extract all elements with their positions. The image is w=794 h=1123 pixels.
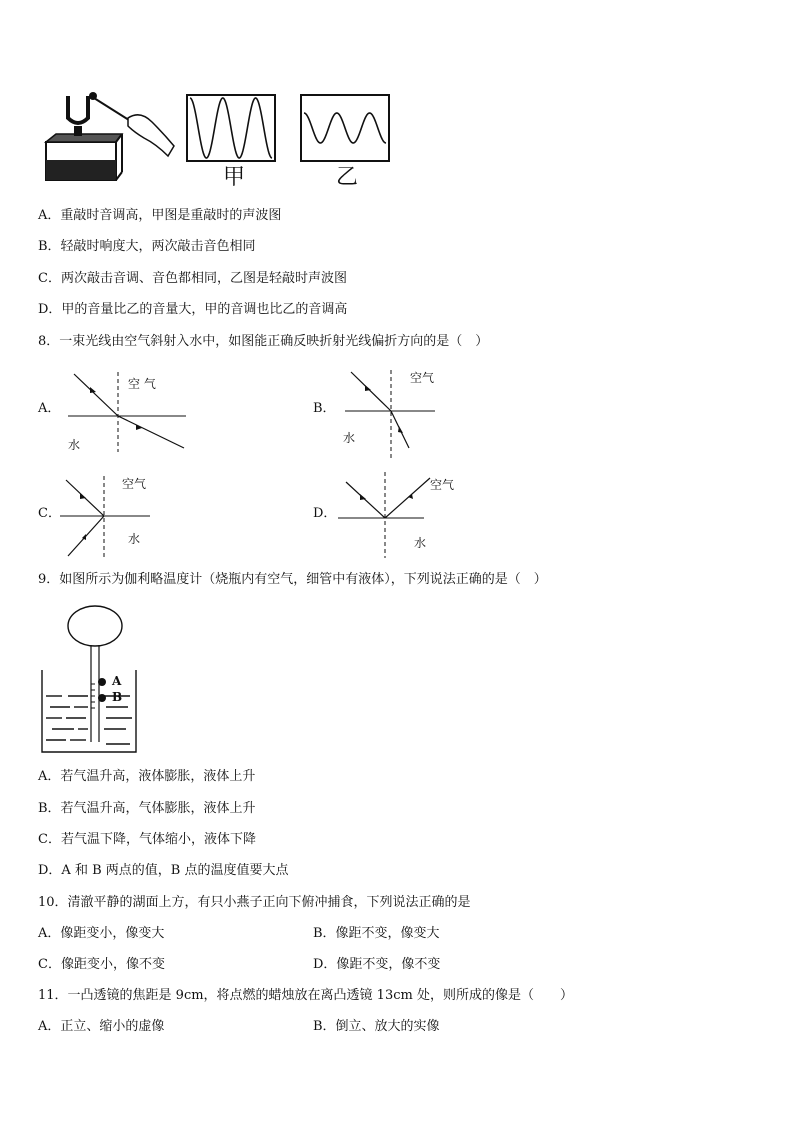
q11-stem: 11．一凸透镜的焦距是 9cm，将点燃的蜡烛放在离凸透镜 13cm 处，则所成的像是（ ） xyxy=(38,988,573,1003)
q9-option-a: A．若气温升高，液体膨胀，液体上升 xyxy=(38,769,256,784)
q7-option-c: C．两次敲击音调、音色都相同，乙图是轻敲时声波图 xyxy=(38,271,347,286)
q10-option-c: C．像距变小，像不变 xyxy=(38,957,165,972)
q8-option-c-water-label: 水 xyxy=(128,532,141,546)
q10-stem: 10．清澈平静的湖面上方，有只小燕子正向下俯冲捕食，下列说法正确的是 xyxy=(38,895,471,910)
tuning-fork-figure xyxy=(40,88,175,188)
waveform-yi-label: 乙 xyxy=(336,165,359,190)
q8-option-a-water-label: 水 xyxy=(68,438,81,452)
q8-option-a-letter: A． xyxy=(38,401,61,416)
q9-stem: 9．如图所示为伽利略温度计（烧瓶内有空气，细管中有液体），下列说法正确的是（ ） xyxy=(38,572,547,587)
waveform-jia xyxy=(186,94,276,162)
q8-option-d-letter: D． xyxy=(313,506,337,521)
q8-option-b-letter: B． xyxy=(313,401,336,416)
q10-option-b: B．像距不变，像变大 xyxy=(313,926,440,941)
q11-option-a: A．正立、缩小的虚像 xyxy=(38,1019,165,1034)
waveform-yi xyxy=(300,94,390,162)
q8-option-a-air-label: 空 气 xyxy=(128,377,156,391)
q10-option-d: D．像距不变，像不变 xyxy=(313,957,441,972)
q8-option-d-air-label: 空气 xyxy=(430,478,455,492)
thermometer-point-a-label: A xyxy=(112,674,122,688)
thermometer-point-b-label: B xyxy=(112,690,123,704)
q10-option-a: A．像距变小，像变大 xyxy=(38,926,165,941)
q8-option-c-letter: C． xyxy=(38,506,61,521)
q8-stem: 8．一束光线由空气斜射入水中，如图能正确反映折射光线偏折方向的是（ ） xyxy=(38,334,489,349)
q9-option-b: B．若气温升高，气体膨胀，液体上升 xyxy=(38,801,256,816)
q7-option-b: B．轻敲时响度大，两次敲击音色相同 xyxy=(38,239,256,254)
q9-option-d: D．A 和 B 两点的值，B 点的温度值要大点 xyxy=(38,863,289,878)
galileo-thermometer-figure xyxy=(40,604,140,756)
q7-option-a: A．重敲时音调高，甲图是重敲时的声波图 xyxy=(38,208,282,223)
q8-option-b-water-label: 水 xyxy=(343,431,356,445)
q11-option-b: B．倒立、放大的实像 xyxy=(313,1019,440,1034)
q8-option-d-water-label: 水 xyxy=(414,536,427,550)
q8-option-c-air-label: 空气 xyxy=(122,477,147,491)
q9-option-c: C．若气温下降，气体缩小，液体下降 xyxy=(38,832,256,847)
waveform-jia-label: 甲 xyxy=(223,165,246,190)
q7-option-d: D．甲的音量比乙的音量大，甲的音调也比乙的音调高 xyxy=(38,302,348,317)
q8-option-b-air-label: 空气 xyxy=(410,371,435,385)
q8-option-a-diagram xyxy=(66,370,186,454)
